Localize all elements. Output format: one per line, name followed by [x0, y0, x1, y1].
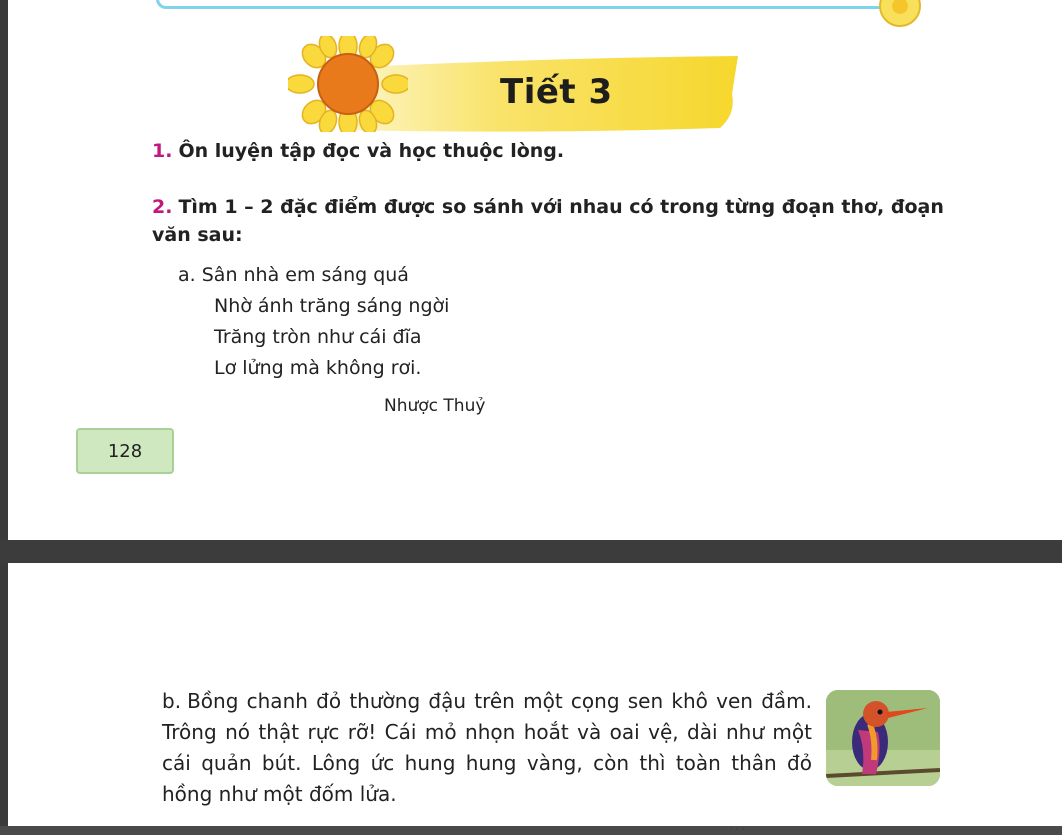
- question-text: Tìm 1 – 2 đặc điểm được so sánh với nhau có trong từng đoạn thơ, đoạn văn sau:: [152, 196, 944, 246]
- sunflower-icon: [288, 36, 408, 132]
- yellow-flower-icon: [870, 0, 930, 30]
- page-number-badge: 128: [76, 428, 174, 474]
- poem-line: Lơ lửng mà không rơi.: [214, 357, 422, 379]
- poem-line: Sân nhà em sáng quá: [201, 264, 409, 286]
- page-divider: [0, 540, 1062, 563]
- paragraph-text: Bồng chanh đỏ thường đậu trên một cọng sen khô ven đầm. Trông nó thật rực rỡ! Cái mỏ nhọn hoắt và oai vệ, dài như một cái quản bút. Lông ức hung hung vàng, còn thì toàn thân đỏ hồng như một đốm lửa.: [162, 689, 812, 806]
- kingfisher-image: [826, 690, 940, 786]
- poem-author: Nhược Thuỷ: [384, 396, 486, 416]
- top-frame-border: [156, 0, 896, 9]
- cut-off-author: …: [728, 814, 746, 835]
- poem-a: [178, 260, 449, 384]
- question-2: [152, 193, 972, 249]
- poem-line: Nhờ ánh trăng sáng ngời: [214, 295, 450, 317]
- paragraph-label: b.: [162, 689, 182, 713]
- question-number: 1.: [152, 140, 173, 162]
- poem-label: a.: [178, 264, 196, 286]
- lesson-title: Tiết 3: [500, 72, 613, 112]
- poem-line: Trăng tròn như cái đĩa: [214, 326, 422, 348]
- question-text: Ôn luyện tập đọc và học thuộc lòng.: [178, 140, 565, 162]
- question-1: [152, 140, 564, 162]
- paragraph-b: [162, 686, 812, 810]
- question-number: 2.: [152, 196, 173, 218]
- viewer-left-edge: [0, 0, 8, 826]
